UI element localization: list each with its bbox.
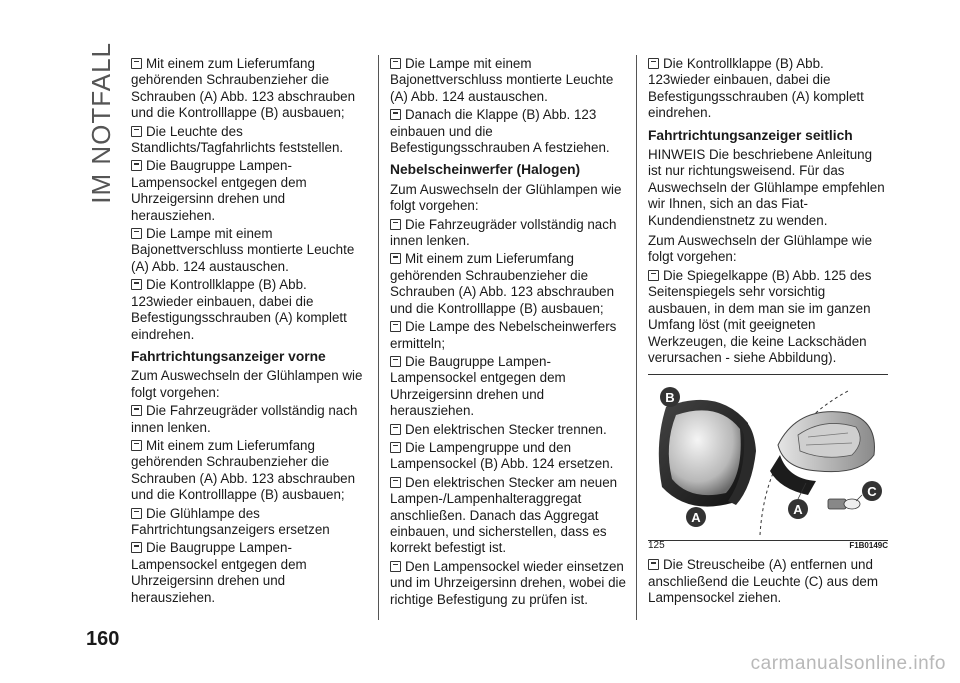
step-text: Die Kontrollklappe (B) Abb. 123wieder einbauen, dabei die Befestigungsschrauben (A) komplett eindrehen. bbox=[131, 277, 347, 342]
step-text: Den Lampensockel wieder einsetzen und im Uhrzeigersinn drehen, wobei die richtige Befestigung zu prüfen ist. bbox=[390, 558, 626, 607]
column-2-steps-a bbox=[390, 56, 626, 156]
step-item bbox=[390, 56, 626, 105]
step-item bbox=[390, 475, 626, 557]
step-item bbox=[648, 56, 888, 122]
step-bullet-icon bbox=[390, 58, 401, 69]
bulb-socket bbox=[828, 499, 846, 509]
step-item bbox=[131, 226, 369, 275]
callout-a-lamp: A bbox=[793, 502, 803, 518]
step-text: Die Spiegelkappe (B) Abb. 125 des Seitenspiegels sehr vorsichtig ausbauen, in dem man sie im ganzen Umfang löst (mit geeigneten Werkzeugen, die keine Lackschäden verursachen - siehe Abbildung). bbox=[648, 267, 872, 365]
column-2 bbox=[390, 56, 626, 610]
step-item bbox=[131, 277, 369, 343]
heading-fog-lights: Nebelscheinwerfer (Halogen) bbox=[390, 162, 581, 178]
step-bullet-icon bbox=[390, 561, 401, 572]
step-text: Danach die Klappe (B) Abb. 123 einbauen und die Befestigungsschrauben A festziehen. bbox=[390, 107, 610, 156]
step-text: Die Streuscheibe (A) entfernen und anschließend die Leuchte (C) aus dem Lampensockel ziehen. bbox=[648, 557, 879, 606]
page-number: 160 bbox=[86, 628, 120, 650]
step-item bbox=[131, 506, 369, 539]
step-bullet-icon bbox=[390, 442, 401, 453]
step-text: Die Baugruppe Lampen-Lampensockel entgegen dem Uhrzeigersinn drehen und herausziehen. bbox=[131, 540, 307, 605]
column-1 bbox=[131, 56, 369, 608]
step-bullet-icon bbox=[648, 270, 659, 281]
step-bullet-icon bbox=[131, 405, 142, 416]
figure-125 bbox=[648, 374, 888, 551]
step-item bbox=[131, 124, 369, 157]
note-text: HINWEIS Die beschriebene Anleitung ist nur richtungsweisend. Für das Auswechseln der Glühlampe empfehlen wir Ihnen, sich an das Fiat-Kundendienstnetz zu wenden. bbox=[648, 147, 885, 228]
step-text: Den elektrischen Stecker am neuen Lampen-/Lampenhalteraggregat anschließen. Danach das Aggregat einbauen, und sicherstellen, dass es korrekt befestigt ist. bbox=[390, 474, 618, 556]
step-bullet-icon bbox=[390, 321, 401, 332]
column-divider-1 bbox=[378, 55, 379, 620]
step-bullet-icon bbox=[131, 58, 142, 69]
step-item bbox=[131, 56, 369, 122]
step-item bbox=[390, 354, 626, 420]
column-2-steps-b bbox=[390, 217, 626, 608]
step-text: Die Lampe mit einem Bajonettverschluss montierte Leuchte (A) Abb. 124 austauschen. bbox=[390, 56, 614, 104]
step-text: Die Glühlampe des Fahrtrichtungsanzeigers ersetzen bbox=[131, 505, 330, 537]
step-item bbox=[648, 557, 888, 606]
step-text: Die Lampengruppe und den Lampensockel (B) Abb. 124 ersetzen. bbox=[390, 439, 614, 472]
step-bullet-icon bbox=[131, 160, 142, 171]
step-text: Die Baugruppe Lampen-Lampensockel entgegen dem Uhrzeigersinn drehen und herausziehen. bbox=[131, 158, 307, 223]
step-bullet-icon bbox=[131, 440, 142, 451]
section-title-vertical bbox=[86, 42, 116, 212]
heading-side-indicator: Fahrtrichtungsanzeiger seitlich bbox=[648, 127, 853, 143]
column-1-steps-b bbox=[131, 403, 369, 606]
section-title: IM NOTFALL bbox=[86, 42, 116, 204]
intro-text: Zum Auswechseln der Glühlampe wie folgt vorgehen: bbox=[648, 233, 873, 265]
step-bullet-icon bbox=[131, 228, 142, 239]
callout-b: B bbox=[665, 390, 675, 406]
step-text: Die Lampe des Nebelscheinwerfers ermitteln; bbox=[390, 319, 617, 351]
step-item bbox=[390, 440, 626, 473]
step-text: Mit einem zum Lieferumfang gehörenden Schraubenzieher die Schrauben (A) Abb. 123 abschrauben und die Kontrolllappe (B) ausbauen; bbox=[131, 437, 356, 503]
step-item bbox=[648, 268, 888, 366]
step-bullet-icon bbox=[131, 126, 142, 137]
step-item bbox=[390, 251, 626, 317]
step-bullet-icon bbox=[390, 219, 401, 230]
step-item bbox=[390, 217, 626, 250]
intro-text: Zum Auswechseln der Glühlampen wie folgt vorgehen: bbox=[390, 181, 622, 214]
step-item bbox=[390, 319, 626, 352]
step-text: Die Kontrollklappe (B) Abb. 123wieder einbauen, dabei die Befestigungsschrauben (A) komplett eindrehen. bbox=[648, 56, 864, 121]
column-divider-2 bbox=[636, 55, 637, 620]
step-bullet-icon bbox=[390, 424, 401, 435]
callout-a-mirror: A bbox=[691, 510, 701, 526]
step-text: Den elektrischen Stecker trennen. bbox=[405, 421, 607, 437]
column-1-steps-a bbox=[131, 56, 369, 343]
watermark: carmanualsonline.info bbox=[750, 653, 946, 674]
step-bullet-icon bbox=[131, 508, 142, 519]
step-item bbox=[390, 107, 626, 156]
heading-front-indicator: Fahrtrichtungsanzeiger vorne bbox=[131, 348, 326, 364]
column-3 bbox=[648, 56, 888, 609]
step-bullet-icon bbox=[390, 253, 401, 264]
step-bullet-icon bbox=[131, 279, 142, 290]
step-item bbox=[131, 540, 369, 606]
step-text: Mit einem zum Lieferumfang gehörenden Schraubenzieher die Schrauben (A) Abb. 123 abschrauben und die Kontrolllappe (B) ausbauen; bbox=[390, 251, 615, 316]
bulb bbox=[844, 499, 860, 509]
step-bullet-icon bbox=[648, 58, 659, 69]
step-bullet-icon bbox=[648, 559, 659, 570]
step-text: Die Lampe mit einem Bajonettverschluss montierte Leuchte (A) Abb. 124 austauschen. bbox=[131, 226, 355, 274]
callout-c: C bbox=[867, 484, 877, 500]
step-bullet-icon bbox=[390, 109, 401, 120]
mirror-illustration bbox=[648, 375, 888, 540]
column-3-steps-c bbox=[648, 557, 888, 606]
column-3-steps-b bbox=[648, 268, 888, 366]
figure-code: F1B0149C bbox=[849, 540, 888, 550]
step-item bbox=[390, 559, 626, 608]
figure-number: 125 bbox=[648, 539, 665, 551]
step-item bbox=[131, 158, 369, 224]
step-text: Die Fahrzeugräder vollständig nach innen lenken. bbox=[390, 216, 617, 249]
step-bullet-icon bbox=[390, 477, 401, 488]
step-bullet-icon bbox=[390, 356, 401, 367]
step-text: Die Fahrzeugräder vollständig nach innen lenken. bbox=[131, 403, 358, 435]
step-item bbox=[131, 438, 369, 504]
intro-text: Zum Auswechseln der Glühlampen wie folgt vorgehen: bbox=[131, 368, 363, 400]
step-text: Mit einem zum Lieferumfang gehörenden Schraubenzieher die Schrauben (A) Abb. 123 abschrauben und die Kontrolllappe (B) ausbauen; bbox=[131, 56, 356, 121]
step-bullet-icon bbox=[131, 542, 142, 553]
step-item bbox=[131, 403, 369, 436]
step-text: Die Baugruppe Lampen-Lampensockel entgegen dem Uhrzeigersinn drehen und herausziehen. bbox=[390, 353, 566, 419]
mirror-glass bbox=[669, 411, 741, 496]
step-text: Die Leuchte des Standlichts/Tagfahrlichts feststellen. bbox=[131, 123, 344, 156]
step-item bbox=[390, 422, 626, 438]
column-3-steps-a bbox=[648, 56, 888, 122]
